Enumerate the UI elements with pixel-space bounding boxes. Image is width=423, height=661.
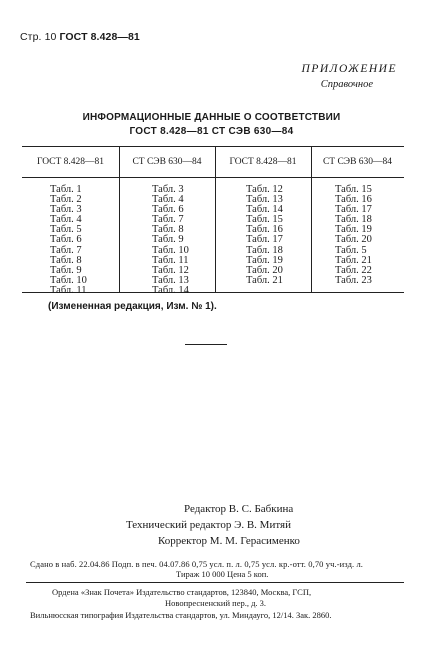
appendix-subtitle: Справочное [320,79,373,90]
table-cell: Табл. 22 [335,264,372,276]
table-cell: Табл. 14 [246,204,283,216]
table-cell: Табл. 20 [335,234,372,246]
corrector-credit: Корректор М. М. Герасименко [158,535,300,547]
standard-code: ГОСТ 8.428—81 [59,31,140,43]
document-title-line-1: ИНФОРМАЦИОННЫЕ ДАННЫЕ О СООТВЕТСТВИИ [82,112,341,123]
table-cell: Табл. 7 [152,214,184,226]
table-cell: Табл. 14 [152,284,189,296]
table-cell: Табл. 6 [50,234,82,246]
table-cell: Табл. 16 [335,194,372,206]
table-cell: Табл. 1 [50,184,82,195]
table-cell: Табл. 17 [246,234,283,246]
imprint-line: Тираж 10 000 Цена 5 коп. [176,569,269,579]
table-cell: Табл. 10 [50,274,87,286]
table-cell: Табл. 8 [50,254,82,266]
table-cell: Табл. 5 [335,244,367,256]
table-header-cell: ГОСТ 8.428—81 [229,157,297,167]
imprint-line: Сдано в наб. 22.04.86 Подп. в печ. 04.07.86 0,75 усл. п. л. 0,75 усл. кр.-отт. 0,70 уч.-изд. л. [30,559,364,569]
document-title-line-2: ГОСТ 8.428—81 СТ СЭВ 630—84 [129,126,294,137]
table-cell: Табл. 15 [246,214,283,226]
table-header-cell: СТ СЭВ 630—84 [322,157,393,167]
table-cell: Табл. 3 [50,204,82,216]
amendment-note: (Измененная редакция, Изм. № 1). [48,301,217,312]
table-cell: Табл. 2 [50,194,82,206]
tech-editor-credit: Технический редактор Э. В. Митяй [126,519,291,531]
table-cell: Табл. 15 [335,184,372,195]
divider [185,344,227,345]
table-cell: Табл. 10 [152,244,189,256]
table-cell: Табл. 7 [50,244,82,256]
table-cell: Табл. 13 [152,274,189,286]
table-column-list [50,185,87,296]
table-cell: Табл. 13 [246,194,283,206]
imprint-divider [26,582,404,583]
table-cell: Табл. 19 [246,254,283,266]
table-cell: Табл. 6 [152,204,184,216]
table-column-list [152,185,189,296]
table-cell: Табл. 16 [246,224,283,236]
table-cell: Табл. 21 [335,254,372,266]
table-cell: Табл. 9 [152,234,184,246]
page-header [20,31,140,43]
table-header-row [22,147,404,178]
table-cell: Табл. 9 [50,264,82,276]
table-header-cell: ГОСТ 8.428—81 [36,157,105,167]
table-cell: Табл. 4 [152,194,184,206]
correspondence-table [22,146,404,296]
table-cell: Табл. 18 [246,244,283,256]
table-header-cell: СТ СЭВ 630—84 [132,157,202,167]
imprint-line: Вильнюсская типография Издательства стандартов, ул. Миндауго, 12/14. Зак. 2860. [30,610,332,620]
table-cell: Табл. 20 [246,264,283,276]
table-cell: Табл. 18 [335,214,372,226]
table-cell: Табл. 19 [335,224,372,236]
imprint-line: Ордена «Знак Почета» Издательство стандартов, 123840, Москва, ГСП, [52,587,312,597]
table-cell: Табл. 5 [50,224,82,236]
table-cell: Табл. 23 [335,274,372,286]
table-cell: Табл. 11 [50,284,87,296]
table-cell: Табл. 21 [246,274,283,286]
table-cell: Табл. 4 [50,214,82,226]
table-cell: Табл. 12 [152,264,189,276]
table-column-list [335,185,372,286]
imprint-line: Новопресненский пер., д. 3. [165,598,267,608]
page-number: Стр. 10 [20,31,57,43]
table-cell: Табл. 17 [335,204,372,216]
table-cell: Табл. 12 [246,184,283,195]
table-cell: Табл. 3 [152,184,184,195]
table-cell: Табл. 11 [152,254,189,266]
editor-credit: Редактор В. С. Бабкина [184,503,294,515]
appendix-title: ПРИЛОЖЕНИЕ [301,63,397,75]
table-column-list [246,185,283,286]
table-cell: Табл. 8 [152,224,184,236]
